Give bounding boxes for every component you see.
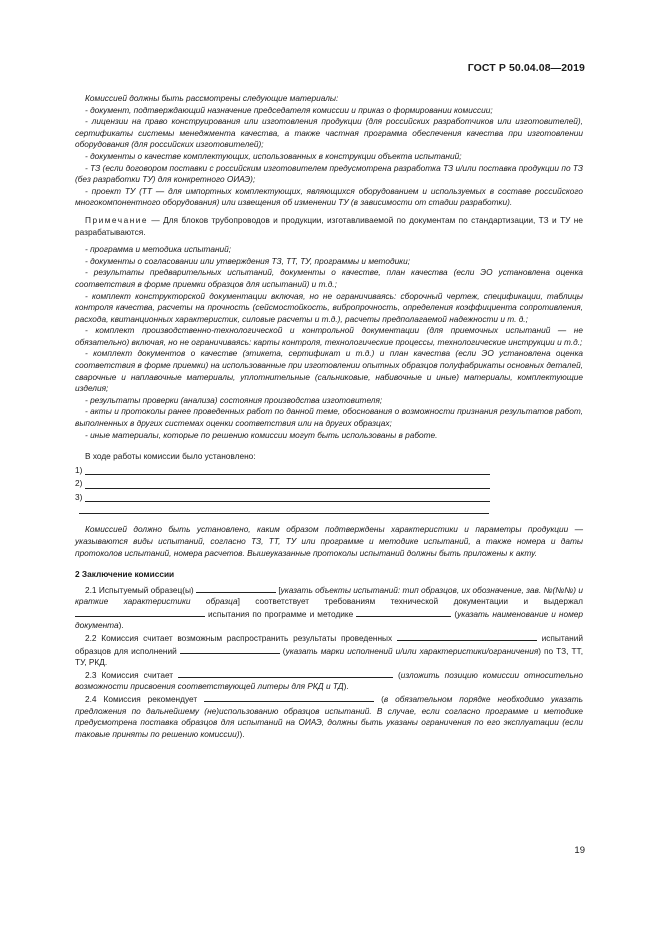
document-item: - комплект документов о качестве (этикета, сертификат и т.д.) и план качества (если ЭО установлена оценка соответствия в форме приемки) на использованные при изготовлении опытных образцов полуфабрикаты основных деталей, сварочные и наплавочные материалы, уплотнительные (сальниковые, набивочные и иные) материалы, комплектующие изделия;	[75, 348, 583, 394]
established-line: 3)	[75, 490, 583, 504]
document-item: - комплект производственно-технологической и контрольной документации (для приемочных испытаний — не обязательно) включая, но не ограничиваясь: карты контроля, технологические процессы, технологические инструкции и т.д.;	[75, 325, 583, 347]
document-item: - иные материалы, которые по решению комиссии могут быть использованы в работе.	[85, 429, 438, 440]
established-line: 1)	[75, 463, 583, 477]
document-item: - результаты проверки (анализа) состояния производства изготовителя;	[85, 394, 383, 405]
established-line: 2)	[75, 476, 583, 490]
clause-2-4: 2.4 Комиссия рекомендует (в обязательном порядке необходимо указать предложения по дальнейшему (не)использованию образцов испытаний. В случае, если согласно программе и методике предусмотрена поставка образцов для испытаний на ОИАЭ, должны быть указаны ограничения по его эксплуатации (если таковые приняты по решению комиссии)).	[75, 694, 583, 739]
document-item: - акты и протоколы ранее проведенных работ по данной теме, обоснования о возможности признания результатов работ, выполненных в других системах оценки соответствия или на других образцах;	[75, 406, 583, 429]
page-number: 19	[574, 845, 585, 856]
material-item: - проект ТУ (ТТ — для импортных комплектующих, являющихся оборудованием и используемых в составе российского многокомпонентного оборудования) или извещения об изменении ТУ (в зависимости от стадии разработки).	[75, 185, 583, 208]
clause-2-1: 2.1 Испытуемый образец(ы) [указать объекты испытаний: тип образцов, их обозначение, зав. №(№№) и краткие характеристики образца] соответствует требованиям технической документации и выдержал испытания по программе и методике (указать наименование и номер документа).	[75, 584, 583, 631]
note-text: — Для блоков трубопроводов и продукции, изготавливаемой по документам по стандартизации, ТЗ и ТУ не разрабатываются.	[75, 214, 583, 237]
document-item: - результаты предварительных испытаний, документы о качестве, план качества (если ЭО установлена оценка соответствия в форме приемки образцов для испытаний) и т.д.;	[75, 267, 583, 289]
established-note: Комиссией должно быть установлено, каким образом подтверждены характеристики и параметры продукции — указываются виды испытаний, согласно ТЗ, ТТ, ТУ или программе и методике испытаний, а также номера и даты протоколов испытаний, номера расчетов. Вышеуказанные протоколы испытаний должны быть приложены к акту.	[75, 524, 583, 558]
material-item: - документ, подтверждающий назначение председателя комиссии и приказ о формировании комиссии;	[85, 104, 493, 115]
material-item: - лицензии на право конструирования или изготовления продукции (для российских разработчиков или изготовителей), сертификаты системы менеджмента качества, а также частная программа обеспечения качества при изготовлении оборудования (для российских изготовителей);	[75, 116, 583, 150]
established-extra-line	[79, 503, 489, 514]
note-label: Примечание	[85, 214, 149, 225]
clause-2-3: 2.3 Комиссия считает (изложить позицию комиссии относительно возможности присвоения соответствующей литеры для РКД и ТД).	[75, 669, 583, 692]
materials-intro: Комиссией должны быть рассмотрены следующие материалы:	[85, 93, 339, 103]
document-item: - документы о согласовании или утверждения ТЗ, ТТ, ТУ, программы и методики;	[85, 255, 411, 266]
established-intro: В ходе работы комиссии было установлено:	[85, 451, 256, 462]
material-item: - ТЗ (если договором поставки с российским изготовителем предусмотрена разработка ТЗ и/или поставка продукции по ТЗ (без разработки ТУ) для конкретного ОИАЭ);	[75, 162, 583, 185]
document-item: - программа и методика испытаний;	[85, 244, 232, 255]
section-title: 2 Заключение комиссии	[75, 569, 175, 580]
page-content	[75, 93, 583, 740]
note	[75, 215, 583, 238]
document-item: - комплект конструкторской документации включая, но не ограничиваясь: сборочный чертеж, спецификации, таблицы контроля качества, расчеты на прочность (сейсмостойкость, вибропрочность, определения коэффициента сопротивления, расхода, квитанционных характеристик, силовые расчеты и т.д.), расчеты предполагаемой надежности и т. д.;	[75, 290, 583, 324]
standard-header: ГОСТ Р 50.04.08—2019	[467, 62, 585, 74]
clause-2-2: 2.2 Комиссия считает возможным распространить результаты проведенных испытаний образцов для исполнений (указать марки исполнений и/или характеристики/ограничения) по ТЗ, ТТ, ТУ, РКД.	[75, 633, 583, 668]
established-lines	[75, 463, 583, 515]
material-item: - документы о качестве комплектующих, использованных в конструкции объекта испытаний;	[85, 150, 462, 161]
